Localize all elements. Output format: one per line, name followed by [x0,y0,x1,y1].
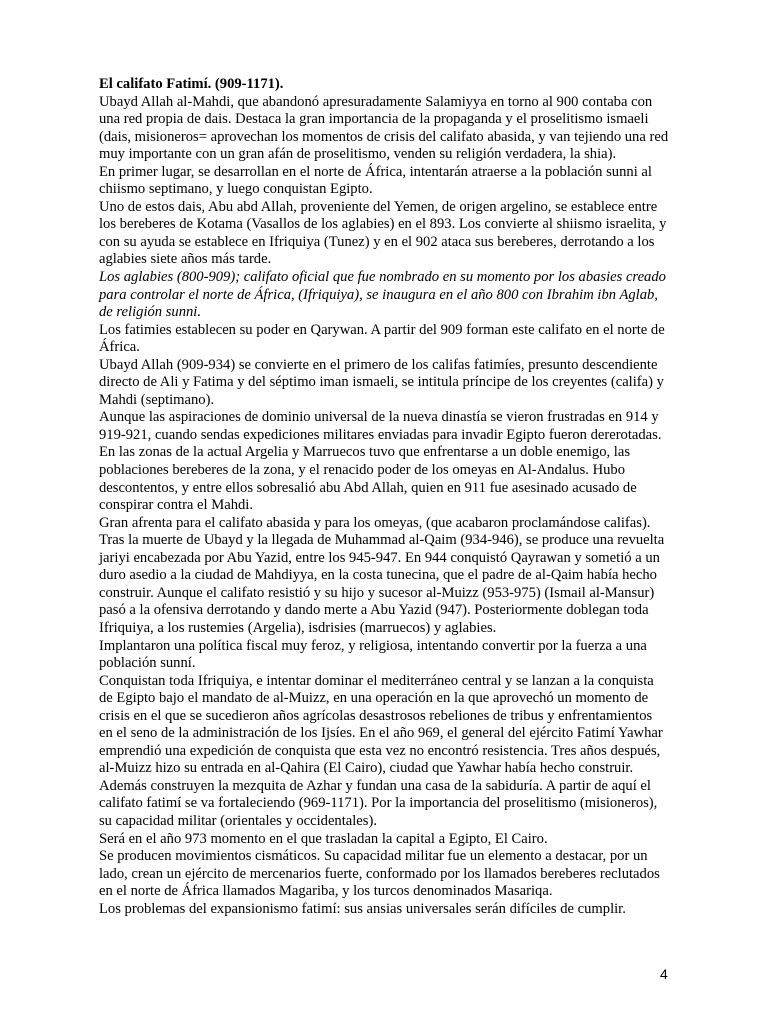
paragraph-5: Los fatimies establecen su poder en Qarywan. A partir del 909 forman este califato en el norte de África. [99,321,665,356]
section-heading: El califato Fatimí. (909-1171). [99,76,284,92]
paragraph-8: Gran afrenta para el califato abasida y para los omeyas, (que acabaron proclamándose califas). [99,514,651,531]
paragraph-11: Conquistan toda Ifriquiya, e intentar dominar el mediterráneo central y se lanzan a la conquista de Egipto bajo el mandato de al-Muizz, en una operación en la que aprovechó un momento de crisis en el que se sucedieron años agrícolas desastrosos rebeliones de tribus y enfrentamientos en el seno de la administración de los Ijsíes. En el año 969, el general del ejército Fatimí Yawhar emprendió una expedición de conquista que esta vez no encontró resistencia. Tres años después, al-Muizz hizo su entrada en al-Qahira (El Cairo), ciudad que Yawhar había hecho construir. Además construyen la mezquita de Azhar y fundan una casa de la sabiduría. A partir de aquí el califato fatimí se va fortaleciendo (969-1171). Por la importancia del proselitismo (misioneros), su capacidad militar (orientales y occidentales). [99,672,663,829]
paragraph-9: Tras la muerte de Ubayd y la llegada de Muhammad al-Qaim (934-946), se produce una revuelta jariyi encabezada por Abu Yazid, entre los 945-947. En 944 conquistó Qayrawan y sometió a un duro asedio a la ciudad de Mahdiyya, en la costa tunecina, que el padre de al-Qaim había hecho construir. Aunque el califato resistió y su hijo y sucesor al-Muizz (953-975) (Ismail al-Mansur) pasó a la ofensiva derrotando y dando merte a Abu Yazid (947). Posteriormente doblegan toda Ifriquiya, a los rustemies (Argelia), isdrisies (marruecos) y aglabies. [99,532,665,636]
paragraph-13: Se producen movimientos cismáticos. Su capacidad militar fue un elemento a destacar, por un lado, crean un ejército de mercenarios fuerte, conformado por los llamados bereberes reclutados en el norte de África llamados Magariba, y los turcos denominados Masariqa. [99,848,660,900]
paragraph-10: Implantaron una política fiscal muy feroz, y religiosa, intentando convertir por la fuerza a una población sunní. [99,637,647,672]
paragraph-2: En primer lugar, se desarrollan en el norte de África, intentarán atraerse a la población sunni al chiismo septimano, y luego conquistan Egipto. [99,163,652,198]
paragraph-3: Uno de estos dais, Abu abd Allah, proveniente del Yemen, de origen argelino, se establece entre los bereberes de Kotama (Vasallos de los aglabies) en el 893. Los convierte al shiismo israelita, y con su ayuda se establece en Ifriquiya (Tunez) y en el 902 ataca sus bereberes, derrotando a los aglabies siete años más tarde. [99,198,667,268]
paragraph-1: Ubayd Allah al-Mahdi, que abandonó apresuradamente Salamiyya en torno al 900 contaba con una red propia de dais. Destaca la gran importancia de la propaganda y el proselitismo ismaeli (dais, misioneros= aprovechan los momentos de crisis del califato abasida, y van tejiendo una red muy importante con un gran afán de proselitismo, venden su religión verdadera, la shia). [99,93,669,163]
paragraph-4-aglabies-note: Los aglabies (800-909); califato oficial que fue nombrado en su momento por los abasies creado para controlar el norte de África, (Ifriquiya), se inaugura en el año 800 con Ibrahim ibn Aglab, de religión sunni. [99,269,666,321]
document-body [99,76,669,918]
paragraph-6: Ubayd Allah (909-934) se convierte en el primero de los califas fatimíes, presunto descendiente directo de Ali y Fatima y del séptimo iman ismaeli, se intitula príncipe de los creyentes (califa) y Mahdi (septimano). [99,356,664,408]
paragraph-14: Los problemas del expansionismo fatimí: sus ansias universales serán difíciles de cumplir. [99,900,626,917]
paragraph-12: Será en el año 973 momento en el que trasladan la capital a Egipto, El Cairo. [99,830,548,847]
page-number: 4 [660,966,668,982]
paragraph-7: Aunque las aspiraciones de dominio universal de la nueva dinastía se vieron frustradas en 914 y 919-921, cuando sendas expediciones militares enviadas para invadir Egipto fueron dererotadas. En las zonas de la actual Argelia y Marruecos tuvo que enfrentarse a un doble enemigo, las poblaciones bereberes de la zona, y el renacido poder de los omeyas en Al-Andalus. Hubo descontentos, y entre ellos sobresalió abu Abd Allah, quien en 911 fue asesinado acusado de conspirar contra el Mahdi. [99,409,662,514]
